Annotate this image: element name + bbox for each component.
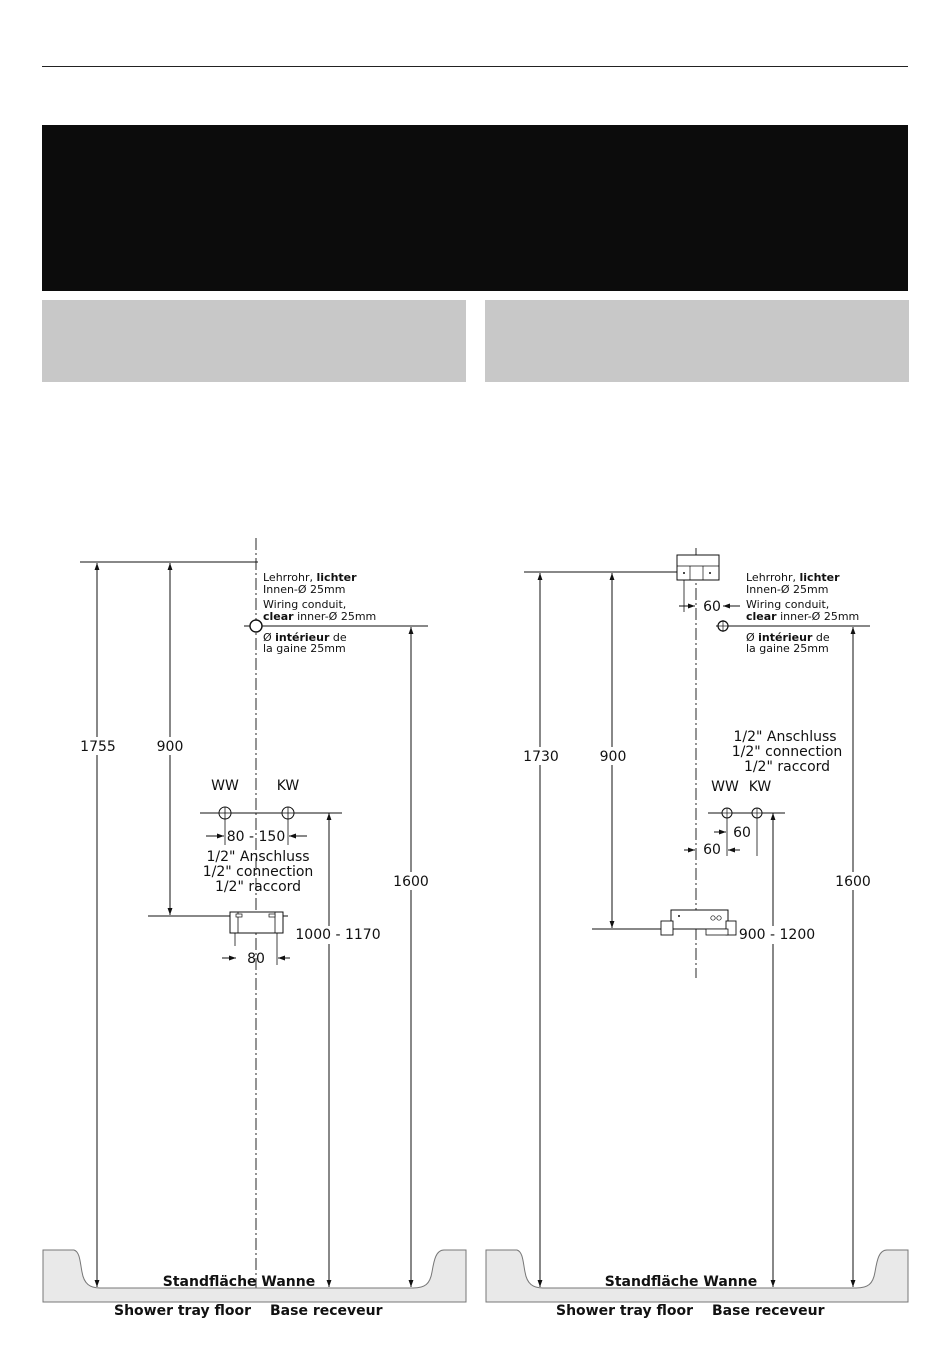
- right-conduit-offset-label: 60: [703, 599, 721, 615]
- right-conduit-note-en-2: clear inner-Ø 25mm: [746, 610, 860, 623]
- left-warm-water-label: WW: [211, 778, 239, 794]
- left-conduit-note-de-1: Lehrrohr, lichter: [263, 571, 357, 584]
- right-conduit-note-fr-2: la gaine 25mm: [746, 642, 829, 655]
- left-floor-label-fr: Base receveur: [270, 1303, 383, 1319]
- left-mixer-width-label: 80: [247, 951, 265, 967]
- left-cold-water-label: KW: [276, 778, 300, 794]
- left-installation-diagram: [43, 538, 466, 1319]
- left-conduit-note-fr-1: Ø intérieur de: [263, 631, 347, 644]
- right-control-box: [677, 555, 719, 580]
- left-floor-label-en: Shower tray floor: [113, 1303, 251, 1319]
- right-conduit-note-fr-1: Ø intérieur de: [746, 631, 830, 644]
- right-total-height-label: 1730: [523, 749, 559, 765]
- left-total-height-label: 1755: [80, 739, 116, 755]
- left-connection-note-de: 1/2" Anschluss: [206, 849, 310, 865]
- right-cold-water-label: KW: [748, 779, 772, 795]
- right-conduit-height-label: 1600: [835, 874, 871, 890]
- right-floor-label-de: Standfläche Wanne: [604, 1274, 758, 1290]
- left-connection-note-fr: 1/2" raccord: [214, 879, 302, 895]
- left-conduit-note-en-2: clear inner-Ø 25mm: [263, 610, 377, 623]
- left-floor-label-de: Standfläche Wanne: [162, 1274, 316, 1290]
- right-inlet-spacing-label: 60: [733, 825, 751, 841]
- right-conduit-note-de-2: Innen-Ø 25mm: [746, 583, 829, 596]
- right-conduit-note-en-1: Wiring conduit,: [746, 598, 830, 611]
- right-mixer-height-label: 900 - 1200: [738, 927, 816, 943]
- left-conduit-note-en-1: Wiring conduit,: [263, 598, 347, 611]
- left-conduit-note-fr-2: la gaine 25mm: [263, 642, 346, 655]
- left-conduit-note-de-2: Innen-Ø 25mm: [263, 583, 346, 596]
- right-connection-note-fr: 1/2" raccord: [743, 759, 831, 775]
- right-connection-note-de: 1/2" Anschluss: [733, 729, 837, 745]
- left-mixer-height-label: 1000 - 1170: [295, 927, 381, 943]
- right-warm-water-label: WW: [711, 779, 739, 795]
- right-floor-label-fr: Base receveur: [712, 1303, 825, 1319]
- left-inlet-spacing-label: 80 - 150: [226, 829, 286, 845]
- right-floor-label-en: Shower tray floor: [555, 1303, 693, 1319]
- right-conduit-to-mixer-label: 900: [599, 749, 627, 765]
- left-conduit-height-label: 1600: [393, 874, 429, 890]
- right-connection-note-en: 1/2" connection: [731, 744, 843, 760]
- right-conduit-note-de-1: Lehrrohr, lichter: [746, 571, 840, 584]
- left-conduit-to-mixer-label: 900: [156, 739, 184, 755]
- left-conduit-symbol: [250, 620, 262, 632]
- right-inlet-offset-label: 60: [703, 842, 721, 858]
- right-mixer-body: [661, 910, 736, 935]
- right-installation-diagram: [486, 548, 908, 1319]
- left-connection-note-en: 1/2" connection: [202, 864, 314, 880]
